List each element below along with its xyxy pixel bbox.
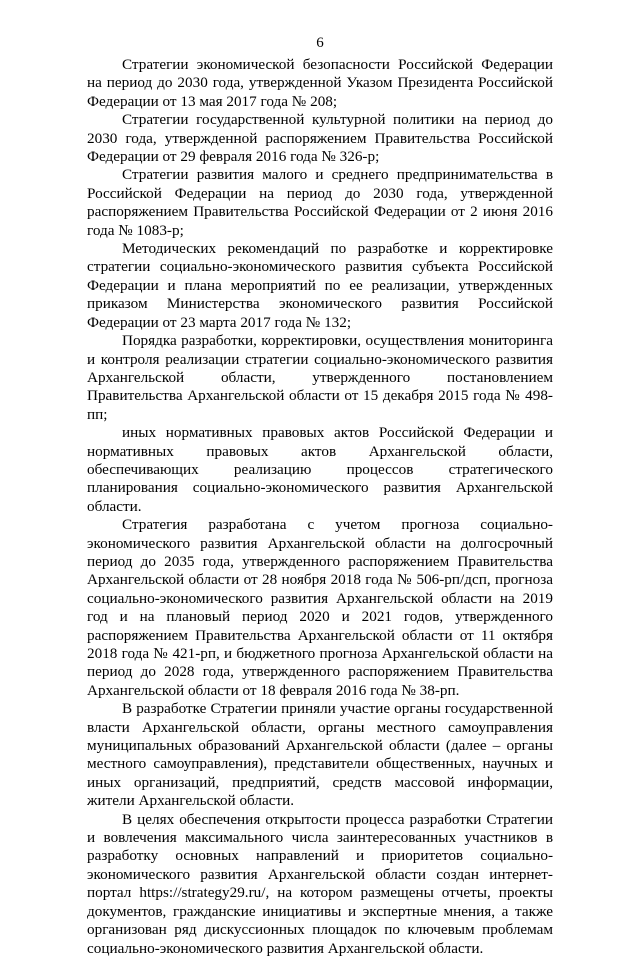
paragraph-development-procedure: Порядка разработки, корректировки, осуществления мониторинга и контроля реализации стратегии социально-экономического развития Архангельской области, утвержденного постановлением Правительства Архангельской области от 15 декабря 2015 года № 498-пп; [87, 332, 553, 423]
paragraph-economic-security-strategy: Стратегии экономической безопасности Российской Федерации на период до 2030 года, утвержденной Указом Президента Российской Федерации от 13 мая 2017 года № 208; [87, 56, 553, 110]
paragraph-other-normative-acts: иных нормативных правовых актов Российской Федерации и нормативных правовых актов Архангельской области, обеспечивающих реализацию процессов стратегического планирования социально-экономического развития Архангельской области. [87, 424, 553, 515]
paragraph-internet-portal: В целях обеспечения открытости процесса разработки Стратегии и вовлечения максимального числа заинтересованных участников в разработку основных направлений и приоритетов социально-экономического развития Архангельской области создан интернет-портал https://strategy29.ru/, на котором размещены отчеты, проекты документов, гражданские инициативы и экспертные мнения, а также организован ряд дискуссионных площадок по ключевым проблемам социально-экономического развития Архангельской области. [87, 810, 553, 957]
paragraph-small-business-strategy: Стратегии развития малого и среднего предпринимательства в Российской Федерации на период до 2030 года, утвержденной распоряжением Правительства Российской Федерации от 2 июня 2016 года № 1083-р; [87, 166, 553, 239]
paragraph-methodical-recommendations: Методических рекомендаций по разработке и корректировке стратегии социально-экономического развития субъекта Российской Федерации и плана мероприятий по ее реализации, утвержденных приказом Министерства экономического развития Российской Федерации от 23 марта 2017 года № 132; [87, 240, 553, 331]
document-body [87, 56, 553, 958]
paragraph-participants: В разработке Стратегии приняли участие органы государственной власти Архангельской области, органы местного самоуправления муниципальных образований Архангельской области (далее – органы местного самоуправления), представители общественных, научных и иных организаций, предприятий, средств массовой информации, жители Архангельской области. [87, 700, 553, 810]
paragraph-cultural-policy-strategy: Стратегии государственной культурной политики на период до 2030 года, утвержденной распоряжением Правительства Российской Федерации от 29 февраля 2016 года № 326-р; [87, 111, 553, 166]
paragraph-strategy-forecasts: Стратегия разработана с учетом прогноза социально-экономического развития Архангельской области на долгосрочный период до 2035 года, утвержденного распоряжением Правительства Архангельской области от 28 ноября 2018 года № 506-рп/дсп, прогноза социально-экономического развития Архангельской области на 2019 год и на плановый период 2020 и 2021 годов, утвержденного распоряжением Правительства Архангельской области от 11 октября 2018 года № 421-рп, и бюджетного прогноза Архангельской области на период до 2028 года, утвержденного распоряжением Правительства Архангельской области от 18 февраля 2016 года № 38-рп. [87, 516, 553, 699]
page-number: 6 [316, 35, 324, 51]
